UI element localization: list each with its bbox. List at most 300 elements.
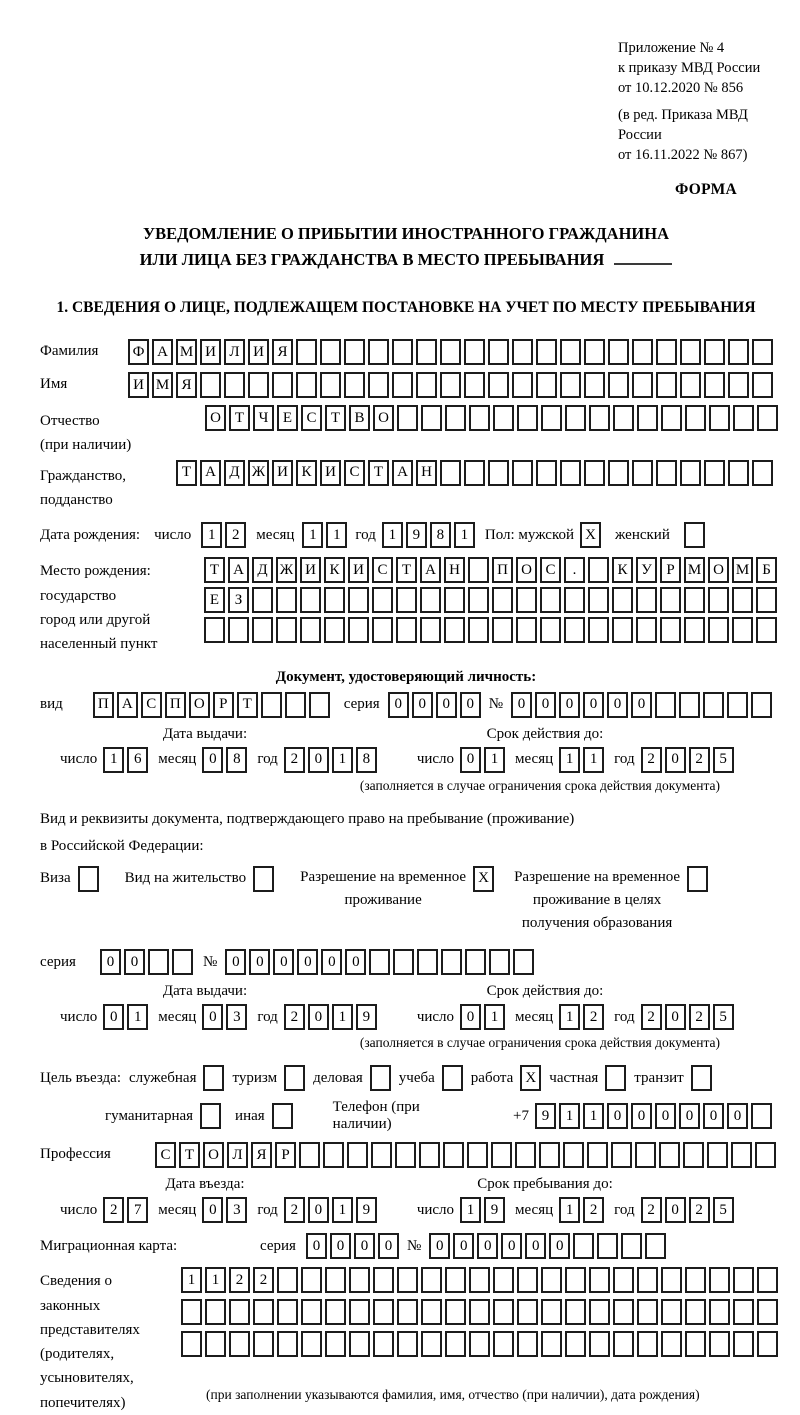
form-cell[interactable] — [444, 587, 465, 613]
form-cell[interactable]: 0 — [297, 949, 318, 975]
form-cell[interactable]: М — [732, 557, 753, 583]
form-cell[interactable]: 1 — [332, 1197, 353, 1223]
form-cell[interactable] — [685, 1299, 706, 1325]
form-cell[interactable]: Т — [179, 1142, 200, 1168]
form-cell[interactable] — [324, 617, 345, 643]
form-cell[interactable] — [517, 405, 538, 431]
form-cell[interactable]: 9 — [535, 1103, 556, 1129]
form-cell[interactable]: 7 — [127, 1197, 148, 1223]
form-cell[interactable] — [372, 617, 393, 643]
form-cell[interactable]: 2 — [253, 1267, 274, 1293]
form-cell[interactable] — [685, 1331, 706, 1357]
form-cell[interactable]: 1 — [302, 522, 323, 548]
form-cell[interactable] — [679, 692, 700, 718]
form-cell[interactable] — [733, 1267, 754, 1293]
form-cell[interactable] — [301, 1331, 322, 1357]
form-cell[interactable] — [539, 1142, 560, 1168]
form-cell[interactable] — [709, 1299, 730, 1325]
form-cell[interactable] — [344, 339, 365, 365]
form-cell[interactable] — [732, 617, 753, 643]
form-cell[interactable] — [656, 372, 677, 398]
form-cell[interactable] — [464, 372, 485, 398]
form-cell[interactable]: 1 — [205, 1267, 226, 1293]
form-cell[interactable]: 1 — [332, 1004, 353, 1030]
form-cell[interactable]: 5 — [713, 747, 734, 773]
form-cell[interactable] — [445, 1267, 466, 1293]
form-cell[interactable] — [396, 587, 417, 613]
form-cell[interactable] — [442, 1065, 463, 1091]
form-cell[interactable] — [469, 1299, 490, 1325]
form-cell[interactable]: X — [520, 1065, 541, 1091]
form-cell[interactable]: Т — [237, 692, 258, 718]
form-cell[interactable] — [181, 1331, 202, 1357]
form-cell[interactable]: 2 — [103, 1197, 124, 1223]
form-cell[interactable]: К — [612, 557, 633, 583]
form-cell[interactable]: 0 — [511, 692, 532, 718]
form-cell[interactable] — [621, 1233, 642, 1259]
form-cell[interactable] — [276, 587, 297, 613]
form-cell[interactable]: 0 — [273, 949, 294, 975]
form-cell[interactable]: 2 — [229, 1267, 250, 1293]
form-cell[interactable] — [541, 1331, 562, 1357]
form-cell[interactable] — [397, 1267, 418, 1293]
form-cell[interactable] — [444, 617, 465, 643]
form-cell[interactable]: 0 — [249, 949, 270, 975]
form-cell[interactable]: 0 — [607, 692, 628, 718]
form-cell[interactable]: 0 — [631, 692, 652, 718]
form-cell[interactable] — [517, 1299, 538, 1325]
form-cell[interactable] — [752, 372, 773, 398]
form-cell[interactable] — [301, 1299, 322, 1325]
form-cell[interactable] — [397, 1331, 418, 1357]
form-cell[interactable] — [656, 339, 677, 365]
form-cell[interactable]: С — [344, 460, 365, 486]
form-cell[interactable] — [661, 1331, 682, 1357]
form-cell[interactable]: 3 — [226, 1004, 247, 1030]
form-cell[interactable] — [445, 405, 466, 431]
form-cell[interactable] — [421, 405, 442, 431]
form-cell[interactable]: А — [228, 557, 249, 583]
form-cell[interactable]: 0 — [225, 949, 246, 975]
form-cell[interactable]: А — [200, 460, 221, 486]
form-cell[interactable] — [320, 372, 341, 398]
form-cell[interactable] — [661, 1299, 682, 1325]
form-cell[interactable]: 0 — [703, 1103, 724, 1129]
form-cell[interactable]: О — [516, 557, 537, 583]
form-cell[interactable]: 1 — [326, 522, 347, 548]
form-cell[interactable]: 1 — [583, 1103, 604, 1129]
form-cell[interactable] — [613, 1267, 634, 1293]
form-cell[interactable] — [611, 1142, 632, 1168]
form-cell[interactable] — [565, 1299, 586, 1325]
form-cell[interactable] — [467, 1142, 488, 1168]
form-cell[interactable]: И — [248, 339, 269, 365]
form-cell[interactable]: М — [176, 339, 197, 365]
form-cell[interactable]: 1 — [559, 1103, 580, 1129]
form-cell[interactable]: 0 — [330, 1233, 351, 1259]
form-cell[interactable]: 0 — [345, 949, 366, 975]
form-cell[interactable] — [564, 587, 585, 613]
form-cell[interactable] — [752, 339, 773, 365]
form-cell[interactable] — [369, 949, 390, 975]
form-cell[interactable] — [589, 1299, 610, 1325]
form-cell[interactable]: 1 — [181, 1267, 202, 1293]
form-cell[interactable] — [493, 1299, 514, 1325]
form-cell[interactable]: О — [205, 405, 226, 431]
form-cell[interactable] — [205, 1331, 226, 1357]
form-cell[interactable] — [683, 1142, 704, 1168]
form-cell[interactable] — [373, 1299, 394, 1325]
form-cell[interactable] — [325, 1299, 346, 1325]
form-cell[interactable] — [709, 1331, 730, 1357]
form-cell[interactable] — [709, 1267, 730, 1293]
form-cell[interactable]: 1 — [460, 1197, 481, 1223]
form-cell[interactable] — [489, 949, 510, 975]
form-cell[interactable] — [656, 460, 677, 486]
form-cell[interactable]: 0 — [321, 949, 342, 975]
form-cell[interactable]: 0 — [460, 1004, 481, 1030]
form-cell[interactable] — [228, 617, 249, 643]
form-cell[interactable]: 0 — [202, 747, 223, 773]
form-cell[interactable]: 8 — [430, 522, 451, 548]
form-cell[interactable] — [733, 405, 754, 431]
form-cell[interactable]: 2 — [641, 1197, 662, 1223]
form-cell[interactable]: Т — [325, 405, 346, 431]
form-cell[interactable]: 0 — [727, 1103, 748, 1129]
form-cell[interactable] — [253, 1299, 274, 1325]
form-cell[interactable]: Т — [204, 557, 225, 583]
form-cell[interactable] — [517, 1267, 538, 1293]
form-cell[interactable] — [612, 617, 633, 643]
form-cell[interactable]: 3 — [226, 1197, 247, 1223]
form-cell[interactable] — [684, 587, 705, 613]
form-cell[interactable]: И — [272, 460, 293, 486]
form-cell[interactable] — [348, 587, 369, 613]
form-cell[interactable] — [492, 617, 513, 643]
form-cell[interactable]: 8 — [356, 747, 377, 773]
form-cell[interactable]: 9 — [406, 522, 427, 548]
form-cell[interactable] — [756, 587, 777, 613]
form-cell[interactable]: 0 — [429, 1233, 450, 1259]
form-cell[interactable] — [417, 949, 438, 975]
form-cell[interactable] — [421, 1267, 442, 1293]
form-cell[interactable] — [373, 1267, 394, 1293]
form-cell[interactable] — [296, 372, 317, 398]
form-cell[interactable] — [370, 1065, 391, 1091]
form-cell[interactable]: 2 — [225, 522, 246, 548]
form-cell[interactable] — [541, 1299, 562, 1325]
form-cell[interactable] — [440, 339, 461, 365]
form-cell[interactable] — [277, 1331, 298, 1357]
form-cell[interactable] — [588, 617, 609, 643]
form-cell[interactable] — [203, 1065, 224, 1091]
form-cell[interactable]: 1 — [382, 522, 403, 548]
form-cell[interactable] — [512, 460, 533, 486]
form-cell[interactable] — [540, 617, 561, 643]
form-cell[interactable]: Я — [176, 372, 197, 398]
form-cell[interactable] — [588, 587, 609, 613]
form-cell[interactable]: 0 — [535, 692, 556, 718]
form-cell[interactable] — [632, 372, 653, 398]
form-cell[interactable] — [584, 339, 605, 365]
form-cell[interactable]: 0 — [412, 692, 433, 718]
form-cell[interactable] — [396, 617, 417, 643]
form-cell[interactable]: 9 — [356, 1197, 377, 1223]
form-cell[interactable] — [421, 1299, 442, 1325]
form-cell[interactable]: И — [348, 557, 369, 583]
form-cell[interactable] — [392, 339, 413, 365]
form-cell[interactable] — [565, 1267, 586, 1293]
form-cell[interactable] — [492, 587, 513, 613]
form-cell[interactable] — [728, 460, 749, 486]
form-cell[interactable]: З — [228, 587, 249, 613]
form-cell[interactable]: Д — [224, 460, 245, 486]
form-cell[interactable] — [368, 372, 389, 398]
form-cell[interactable]: С — [372, 557, 393, 583]
form-cell[interactable]: О — [203, 1142, 224, 1168]
form-cell[interactable]: 0 — [477, 1233, 498, 1259]
form-cell[interactable] — [731, 1142, 752, 1168]
form-cell[interactable]: Я — [251, 1142, 272, 1168]
form-cell[interactable] — [78, 866, 99, 892]
form-cell[interactable] — [541, 405, 562, 431]
form-cell[interactable] — [517, 1331, 538, 1357]
form-cell[interactable] — [704, 339, 725, 365]
form-cell[interactable]: М — [684, 557, 705, 583]
form-cell[interactable] — [252, 617, 273, 643]
form-cell[interactable] — [277, 1267, 298, 1293]
form-cell[interactable]: Р — [213, 692, 234, 718]
form-cell[interactable]: 0 — [501, 1233, 522, 1259]
form-cell[interactable] — [372, 587, 393, 613]
form-cell[interactable]: 0 — [378, 1233, 399, 1259]
form-cell[interactable] — [373, 1331, 394, 1357]
form-cell[interactable] — [445, 1299, 466, 1325]
form-cell[interactable]: Е — [277, 405, 298, 431]
form-cell[interactable] — [645, 1233, 666, 1259]
form-cell[interactable] — [349, 1267, 370, 1293]
form-cell[interactable]: 1 — [454, 522, 475, 548]
form-cell[interactable]: 2 — [689, 1197, 710, 1223]
form-cell[interactable] — [491, 1142, 512, 1168]
form-cell[interactable]: 2 — [689, 747, 710, 773]
form-cell[interactable]: 2 — [583, 1004, 604, 1030]
form-cell[interactable]: . — [564, 557, 585, 583]
form-cell[interactable] — [284, 1065, 305, 1091]
form-cell[interactable] — [605, 1065, 626, 1091]
form-cell[interactable]: 1 — [583, 747, 604, 773]
form-cell[interactable] — [395, 1142, 416, 1168]
form-cell[interactable] — [445, 1331, 466, 1357]
form-cell[interactable] — [589, 1267, 610, 1293]
form-cell[interactable] — [684, 522, 705, 548]
form-cell[interactable] — [588, 557, 609, 583]
form-cell[interactable] — [655, 692, 676, 718]
form-cell[interactable]: 0 — [665, 747, 686, 773]
form-cell[interactable]: 0 — [100, 949, 121, 975]
form-cell[interactable] — [727, 692, 748, 718]
form-cell[interactable] — [465, 949, 486, 975]
form-cell[interactable]: 0 — [665, 1004, 686, 1030]
form-cell[interactable]: И — [300, 557, 321, 583]
form-cell[interactable] — [687, 866, 708, 892]
form-cell[interactable] — [752, 460, 773, 486]
form-cell[interactable] — [488, 339, 509, 365]
form-cell[interactable]: 0 — [607, 1103, 628, 1129]
form-cell[interactable]: 0 — [665, 1197, 686, 1223]
form-cell[interactable]: 1 — [559, 1004, 580, 1030]
form-cell[interactable] — [323, 1142, 344, 1168]
form-cell[interactable] — [309, 692, 330, 718]
form-cell[interactable]: X — [473, 866, 494, 892]
form-cell[interactable]: Ж — [276, 557, 297, 583]
form-cell[interactable] — [200, 372, 221, 398]
form-cell[interactable] — [488, 460, 509, 486]
form-cell[interactable] — [584, 372, 605, 398]
form-cell[interactable]: Р — [275, 1142, 296, 1168]
form-cell[interactable] — [261, 692, 282, 718]
form-cell[interactable] — [636, 617, 657, 643]
form-cell[interactable]: П — [492, 557, 513, 583]
form-cell[interactable]: 0 — [103, 1004, 124, 1030]
form-cell[interactable] — [172, 949, 193, 975]
form-cell[interactable] — [635, 1142, 656, 1168]
form-cell[interactable]: П — [165, 692, 186, 718]
form-cell[interactable]: 1 — [484, 747, 505, 773]
form-cell[interactable]: 0 — [453, 1233, 474, 1259]
form-cell[interactable]: 1 — [332, 747, 353, 773]
form-cell[interactable]: Н — [416, 460, 437, 486]
form-cell[interactable] — [757, 405, 778, 431]
form-cell[interactable]: 2 — [641, 1004, 662, 1030]
form-cell[interactable] — [325, 1267, 346, 1293]
form-cell[interactable] — [252, 587, 273, 613]
form-cell[interactable]: Е — [204, 587, 225, 613]
form-cell[interactable]: М — [152, 372, 173, 398]
form-cell[interactable]: 0 — [308, 1197, 329, 1223]
form-cell[interactable]: 2 — [689, 1004, 710, 1030]
form-cell[interactable] — [612, 587, 633, 613]
form-cell[interactable] — [608, 372, 629, 398]
form-cell[interactable] — [347, 1142, 368, 1168]
form-cell[interactable] — [493, 1267, 514, 1293]
form-cell[interactable] — [637, 1299, 658, 1325]
form-cell[interactable]: А — [117, 692, 138, 718]
form-cell[interactable] — [659, 1142, 680, 1168]
form-cell[interactable] — [751, 1103, 772, 1129]
form-cell[interactable] — [371, 1142, 392, 1168]
form-cell[interactable] — [536, 372, 557, 398]
form-cell[interactable] — [632, 460, 653, 486]
form-cell[interactable] — [589, 1331, 610, 1357]
form-cell[interactable]: 2 — [284, 747, 305, 773]
form-cell[interactable] — [587, 1142, 608, 1168]
form-cell[interactable]: 1 — [127, 1004, 148, 1030]
form-cell[interactable]: 1 — [559, 1197, 580, 1223]
form-cell[interactable] — [468, 587, 489, 613]
form-cell[interactable]: К — [296, 460, 317, 486]
form-cell[interactable] — [349, 1331, 370, 1357]
form-cell[interactable]: О — [373, 405, 394, 431]
form-cell[interactable]: 0 — [308, 747, 329, 773]
form-cell[interactable]: Я — [272, 339, 293, 365]
form-cell[interactable]: 9 — [484, 1197, 505, 1223]
form-cell[interactable] — [733, 1299, 754, 1325]
form-cell[interactable] — [560, 460, 581, 486]
form-cell[interactable] — [440, 372, 461, 398]
form-cell[interactable] — [728, 339, 749, 365]
form-cell[interactable] — [468, 617, 489, 643]
form-cell[interactable] — [181, 1299, 202, 1325]
form-cell[interactable]: 0 — [631, 1103, 652, 1129]
form-cell[interactable] — [613, 405, 634, 431]
form-cell[interactable] — [632, 339, 653, 365]
form-cell[interactable] — [732, 587, 753, 613]
form-cell[interactable] — [320, 339, 341, 365]
form-cell[interactable]: 0 — [354, 1233, 375, 1259]
form-cell[interactable] — [324, 587, 345, 613]
form-cell[interactable]: Т — [176, 460, 197, 486]
form-cell[interactable] — [563, 1142, 584, 1168]
form-cell[interactable]: Т — [396, 557, 417, 583]
form-cell[interactable] — [296, 339, 317, 365]
form-cell[interactable]: 1 — [559, 747, 580, 773]
form-cell[interactable] — [368, 339, 389, 365]
form-cell[interactable] — [300, 587, 321, 613]
form-cell[interactable]: Ж — [248, 460, 269, 486]
form-cell[interactable]: 0 — [124, 949, 145, 975]
form-cell[interactable] — [584, 460, 605, 486]
form-cell[interactable] — [757, 1331, 778, 1357]
form-cell[interactable]: 9 — [356, 1004, 377, 1030]
form-cell[interactable]: Л — [224, 339, 245, 365]
form-cell[interactable] — [755, 1142, 776, 1168]
form-cell[interactable]: С — [540, 557, 561, 583]
form-cell[interactable]: 8 — [226, 747, 247, 773]
form-cell[interactable] — [708, 587, 729, 613]
form-cell[interactable] — [661, 405, 682, 431]
form-cell[interactable] — [397, 1299, 418, 1325]
form-cell[interactable] — [661, 1267, 682, 1293]
form-cell[interactable] — [703, 692, 724, 718]
form-cell[interactable] — [512, 339, 533, 365]
form-cell[interactable] — [704, 372, 725, 398]
form-cell[interactable] — [272, 372, 293, 398]
form-cell[interactable]: 2 — [284, 1197, 305, 1223]
form-cell[interactable] — [685, 1267, 706, 1293]
form-cell[interactable] — [756, 617, 777, 643]
form-cell[interactable] — [660, 587, 681, 613]
form-cell[interactable]: 2 — [284, 1004, 305, 1030]
form-cell[interactable] — [285, 692, 306, 718]
form-cell[interactable]: И — [320, 460, 341, 486]
form-cell[interactable]: 1 — [484, 1004, 505, 1030]
form-cell[interactable] — [728, 372, 749, 398]
form-cell[interactable]: 0 — [679, 1103, 700, 1129]
form-cell[interactable] — [637, 1267, 658, 1293]
form-cell[interactable] — [709, 405, 730, 431]
form-cell[interactable]: П — [93, 692, 114, 718]
form-cell[interactable]: Л — [227, 1142, 248, 1168]
form-cell[interactable] — [536, 339, 557, 365]
form-cell[interactable]: С — [155, 1142, 176, 1168]
form-cell[interactable]: 0 — [436, 692, 457, 718]
form-cell[interactable] — [229, 1299, 250, 1325]
form-cell[interactable]: О — [189, 692, 210, 718]
form-cell[interactable] — [541, 1267, 562, 1293]
form-cell[interactable]: В — [349, 405, 370, 431]
form-cell[interactable] — [205, 1299, 226, 1325]
